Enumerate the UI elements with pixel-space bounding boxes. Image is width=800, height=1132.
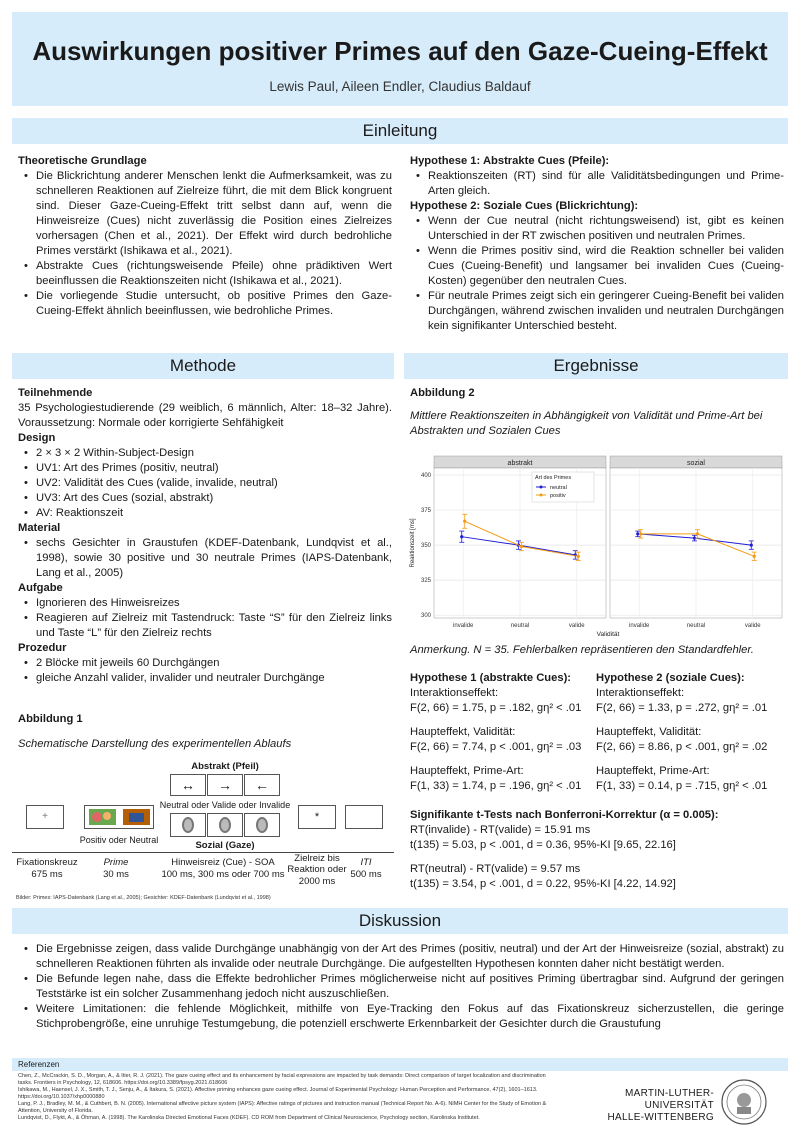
x-tick-label: invalide	[453, 623, 474, 629]
diskussion-column	[18, 942, 784, 1032]
reference-item: Lang, P. J., Bradley, M. M., & Cuthbert, B. N. (2005). International affective picture system (IAPS): Affective ratings of pictures and instruction manual (Technical Report No. A-6). NIMH Center for the Study of Emotion & Attention, University of Florida.	[18, 1101, 547, 1114]
y-tick-label: 400	[420, 473, 431, 480]
list-item: • Die Befunde legen nahe, dass die Effekte bedrohlicher Primes möglicherweise nicht auf positives Priming übertragbar sind. Aufgrund der geringen Teststärke ist ein solcher Zusammenhang jedoch nicht auszuschließen.	[18, 972, 784, 1002]
figure2-chart	[404, 450, 790, 640]
legend-marker-positiv	[540, 494, 543, 497]
list-item: • UV1: Art des Primes (positiv, neutral)	[18, 461, 392, 476]
hypothese1-list	[410, 169, 784, 199]
material-heading: Material	[18, 522, 61, 534]
list-item: • AV: Reaktionszeit	[18, 506, 392, 521]
target-time: 2000 ms	[298, 876, 336, 887]
result-line: RT(invalide) - RT(valide) = 15.91 ms	[410, 824, 591, 836]
cue-label: Hinweisreiz (Cue) - SOA	[171, 857, 275, 868]
result-line: F(2, 66) = 7.74, p < .001, gη² = .03	[410, 741, 582, 753]
ttest-results	[410, 808, 790, 892]
data-point-neutral	[750, 544, 753, 547]
result-line: Haupteffekt, Prime-Art:	[596, 765, 710, 777]
poster-title: Auswirkungen positiver Primes auf den Gaze-Cueing-Effekt	[32, 36, 768, 66]
x-tick-label: neutral	[686, 623, 706, 629]
figure1-subtitle: Schematische Darstellung des experimentellen Ablaufs	[18, 738, 292, 750]
iti-box	[345, 805, 383, 829]
sozial-label: Sozial (Gaze)	[195, 840, 255, 851]
list-item: • UV2: Validität des Cues (valide, invalide, neutral)	[18, 476, 392, 491]
x-tick-label: invalide	[629, 623, 650, 629]
data-point-neutral	[636, 532, 639, 535]
section-heading-diskussion: Diskussion	[12, 908, 788, 934]
prime-time: 30 ms	[103, 869, 129, 880]
hypothese1-heading: Hypothese 1: Abstrakte Cues (Pfeile):	[410, 155, 610, 167]
figure2-subtitle: Mittlere Reaktionszeiten in Abhängigkeit von Validität und Prime-Art bei Abstrakten und Sozialen Cues	[410, 410, 763, 437]
data-point-positiv	[520, 545, 523, 548]
material-list	[18, 536, 392, 581]
einleitung-left-column	[18, 154, 392, 319]
face-icon	[208, 814, 242, 836]
section-heading-ergebnisse: Ergebnisse	[404, 353, 788, 379]
x-axis-label: Validität	[596, 631, 620, 638]
result-line: F(2, 66) = 1.75, p = .182, gη² < .01	[410, 702, 582, 714]
university-logo-text	[574, 1088, 714, 1124]
y-tick-label: 350	[420, 543, 431, 550]
prime-label: Prime	[103, 857, 129, 868]
methode-column	[18, 386, 392, 686]
figure1-title: Abbildung 1	[18, 713, 83, 725]
fixation-box: +	[26, 805, 64, 829]
arrow-neutral-box: ↔	[170, 774, 206, 796]
university-line2: HALLE-WITTENBERG	[607, 1112, 714, 1123]
header-band	[12, 12, 788, 106]
einleitung-right-column	[410, 154, 784, 334]
result-line: F(2, 66) = 8.86, p < .001, gη² = .02	[596, 741, 768, 753]
design-list	[18, 446, 392, 521]
hypothese1-results	[410, 671, 596, 794]
list-item: • Weitere Limitationen: die fehlende Möglichkeit, mithilfe von Eye-Tracking den Fokus auf das Fixationskreuz sicherzustellen, die geringe Stichprobengröße, eine unruhige Testumgebung, die potenziell erschwerte Erkennbarkeit der Gesichter durch die Graustufung	[18, 1002, 784, 1032]
face-icon	[245, 814, 279, 836]
result-line: Haupteffekt, Validität:	[596, 726, 702, 738]
result-line: Interaktionseffekt:	[596, 687, 685, 699]
h1-results-title: Hypothese 1 (abstrakte Cues):	[410, 672, 572, 684]
fixation-time: 675 ms	[31, 869, 63, 880]
figure2-anmerkung: Anmerkung. N = 35. Fehlerbalken repräsentieren den Standardfehler.	[410, 644, 754, 656]
university-seal-icon	[720, 1078, 768, 1126]
reference-item: Lundqvist, D., Flykt, A., & Öhman, A. (1998). The Karolinska Directed Emotional Faces (KDEF). CD ROM from Department of Clinical Neuroscience, Psychology section, Karolinska Institutet.	[18, 1115, 480, 1121]
prime-images-icon	[85, 806, 153, 828]
target-box: *	[298, 805, 336, 829]
list-item: • Wenn der Cue neutral (nicht richtungsweisend) ist, gibt es keinen Unterschied in der RT zwischen positiven und neutralen Primes.	[410, 214, 784, 244]
data-point-positiv	[696, 532, 699, 535]
aufgabe-heading: Aufgabe	[18, 582, 63, 594]
y-tick-label: 300	[420, 613, 431, 620]
prozedur-heading: Prozedur	[18, 642, 67, 654]
list-item: • Die Blickrichtung anderer Menschen lenkt die Aufmerksamkeit, was zu schnelleren Reaktionen auf Zielreize führt, die mit dem Blick kongruent sind. Dieser Gaze-Cueing-Effekt tritt selbst dann auf, wenn die Hinweisreize (Cues) nicht zuverlässig die Position eines Zielreizes vorhersagen (Chen et al., 2021). Der Effekt wird durch bedrohliche Primes verstärkt (Ishikawa et al., 2021).	[18, 169, 392, 259]
result-line: t(135) = 3.54, p < .001, d = 0.22, 95%-KI [4.22, 14.92]	[410, 878, 676, 890]
reference-item: Ishikawa, M., Haensel, J. X., Smith, T. J., Senju, A., & Itakura, S. (2021). Affective priming enhances gaze cueing effect. Journal of Experimental Psychology: Human Perception and Performance, 47(2), 1601–1613. https://doi.org/10.1037/xhp0000880	[18, 1087, 538, 1100]
hypothese2-heading: Hypothese 2: Soziale Cues (Blickrichtung):	[410, 200, 639, 212]
y-tick-label: 375	[420, 508, 431, 515]
result-line: RT(neutral) - RT(valide) = 9.57 ms	[410, 863, 581, 875]
section-heading-methode: Methode	[12, 353, 394, 379]
legend-marker-neutral	[540, 486, 543, 489]
panel-label: abstrakt	[507, 460, 533, 467]
hypothese2-results	[596, 671, 788, 794]
result-line: Haupteffekt, Validität:	[410, 726, 516, 738]
result-line: F(1, 33) = 1.74, p = .196, gη² < .01	[410, 780, 582, 792]
h2-results-title: Hypothese 2 (soziale Cues):	[596, 672, 745, 684]
figure2-title: Abbildung 2	[410, 387, 475, 399]
ttest-lines	[410, 823, 790, 892]
theorie-list	[18, 169, 392, 319]
hypothese2-list	[410, 214, 784, 334]
list-item: • Ignorieren des Hinweisreizes	[18, 596, 392, 611]
fixation-label: Fixationskreuz	[16, 857, 78, 868]
legend-label-neutral: neutral	[550, 485, 567, 491]
data-point-neutral	[460, 535, 463, 538]
arrow-left-box: ←	[244, 774, 280, 796]
ttest-title: Signifikante t-Tests nach Bonferroni-Korrektur (α = 0.005):	[410, 809, 719, 821]
referenzen-heading: Referenzen	[12, 1058, 788, 1071]
data-point-positiv	[639, 532, 642, 535]
list-item: • sechs Gesichter in Graustufen (KDEF-Datenbank, Lundqvist et al., 1998), sowie 30 positive und 30 neutrale Primes (IAPS-Datenbank, Lang et al., 2005)	[18, 536, 392, 581]
aufgabe-list	[18, 596, 392, 641]
list-item: • UV3: Art des Cues (sozial, abstrakt)	[18, 491, 392, 506]
result-line: t(135) = 5.03, p < .001, d = 0.36, 95%-KI [9.65, 22.16]	[410, 839, 676, 851]
teilnehmende-heading: Teilnehmende	[18, 387, 93, 399]
list-item: • gleiche Anzahl valider, invalider und neutraler Durchgänge	[18, 671, 392, 686]
y-axis-label: Reaktionszeit [ms]	[410, 518, 416, 568]
list-item: • 2 Blöcke mit jeweils 60 Durchgängen	[18, 656, 392, 671]
theorie-heading: Theoretische Grundlage	[18, 155, 147, 167]
face-left-box	[244, 813, 280, 837]
list-item: • Abstrakte Cues (richtungsweisende Pfeile) ohne prädiktiven Wert beeinflussen die Reaktionszeiten nicht (Ishikawa et al., 2021).	[18, 259, 392, 289]
legend-title: Art des Primes	[535, 475, 572, 481]
poster-authors: Lewis Paul, Aileen Endler, Claudius Baldauf	[269, 79, 531, 94]
cue-time: 100 ms, 300 ms oder 700 ms	[161, 869, 285, 880]
figure1-diagram	[12, 758, 394, 918]
figure1-credits: Bilder: Primes: IAPS-Datenbank (Lang et al., 2005); Gesichter: KDEF-Datenbank (Lundqvist et al., 1998)	[16, 895, 271, 901]
iti-label: ITI	[360, 857, 372, 868]
face-right-box	[207, 813, 243, 837]
result-line: F(1, 33) = 0.14, p = .715, gη² < .01	[596, 780, 768, 792]
data-point-positiv	[753, 555, 756, 558]
result-line: F(2, 66) = 1.33, p = .272, gη² = .01	[596, 702, 768, 714]
section-heading-einleitung: Einleitung	[12, 118, 788, 144]
reference-item: Chen, Z., McCrackin, S. D., Morgan, A., & Itier, R. J. (2021). The gaze cueing effect and its enhancement by facial expressions are impacted by task demands: Direct comparison of target localization and discrimination tasks. Frontiers in Psychology, 12, 618606. https://doi.org/10.3389/fpsyg.2021.618606	[18, 1073, 546, 1086]
design-heading: Design	[18, 432, 56, 444]
face-neutral-box	[170, 813, 206, 837]
x-tick-label: valide	[744, 623, 761, 629]
data-point-positiv	[463, 520, 466, 523]
legend-label-positiv: positiv	[550, 493, 566, 499]
list-item: • Reaktionszeiten (RT) sind für alle Validitätsbedingungen und Prime-Arten gleich.	[410, 169, 784, 199]
result-line: Haupteffekt, Prime-Art:	[410, 765, 524, 777]
y-tick-label: 325	[420, 578, 431, 585]
abstrakt-label: Abstrakt (Pfeil)	[191, 761, 259, 772]
list-item: • Die Ergebnisse zeigen, dass valide Durchgänge unabhängig von der Art des Primes (positiv, neutral) und der Art der Hinweisreize (sozial, abstrakt) zu schnelleren Reaktionen führten als invalide oder neutrale Durchgänge. Die aufgestellten Hypothesen konnten daher nicht bestätigt werden.	[18, 942, 784, 972]
arrow-right-box: →	[207, 774, 243, 796]
list-item: • 2 × 3 × 2 Within-Subject-Design	[18, 446, 392, 461]
list-item: • Reagieren auf Zielreiz mit Tastendruck: Taste “S” für den Zielreiz links und Taste “L” für den Zielreiz rechts	[18, 611, 392, 641]
university-line1: MARTIN-LUTHER-UNIVERSITÄT	[624, 1088, 714, 1111]
iti-time: 500 ms	[350, 869, 382, 880]
referenzen-list	[18, 1073, 558, 1122]
prozedur-list	[18, 656, 392, 686]
diskussion-list	[18, 942, 784, 1032]
data-point-positiv	[577, 555, 580, 558]
validity-label: Neutral oder Valide oder Invalide	[159, 800, 291, 810]
list-item: • Die vorliegende Studie untersucht, ob positive Primes den Gaze-Cueing-Effekt ähnlich beeinflussen, wie bedrohliche Primes.	[18, 289, 392, 319]
list-item: • Wenn die Primes positiv sind, wird die Reaktion schneller bei validen Cues (Cueing-Benefit) und langsamer bei invaliden Cues (Cueing-Kosten) gegenüber den neutralen Cues.	[410, 244, 784, 289]
h1-results-lines	[410, 686, 596, 794]
list-item: • Für neutrale Primes zeigt sich ein geringerer Cueing-Benefit bei validen Durchgängen, während zwischen invaliden und neutralen Durchgängen kein signifikanter Unterschied besteht.	[410, 289, 784, 334]
target-label: Zielreiz bis Reaktion oder	[287, 853, 347, 875]
prime-box	[84, 805, 154, 829]
result-line: Interaktionseffekt:	[410, 687, 499, 699]
panel-label: sozial	[687, 460, 705, 467]
x-tick-label: neutral	[510, 623, 530, 629]
face-icon	[171, 814, 205, 836]
teilnehmende-text: 35 Psychologiestudierende (29 weiblich, 6 männlich, Alter: 18–32 Jahre). Voraussetzung: Normale oder korrigierte Sehfähigkeit	[18, 402, 392, 429]
positiv-neutral-label: Positiv oder Neutral	[79, 835, 159, 845]
x-tick-label: valide	[568, 623, 585, 629]
h2-results-lines	[596, 686, 788, 794]
